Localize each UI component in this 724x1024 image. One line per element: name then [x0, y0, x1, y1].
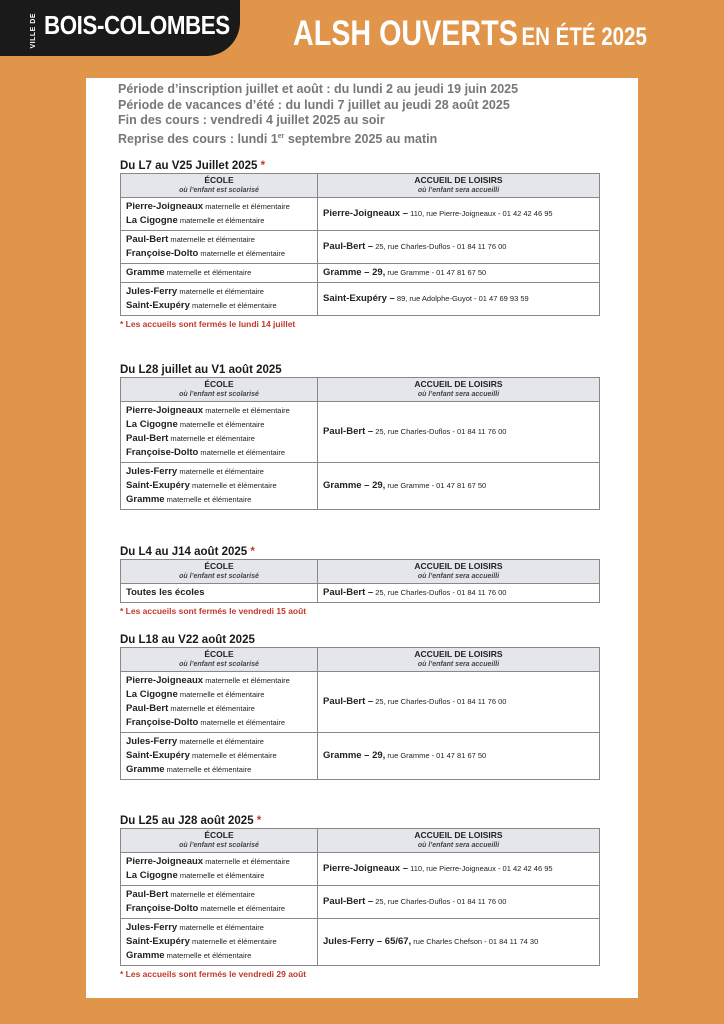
school-entry — [126, 902, 312, 916]
closure-note: * Les accueils sont fermés le vendredi 15 août — [120, 606, 307, 616]
center-cell — [318, 198, 600, 231]
school-level: maternelle et élémentaire — [179, 871, 265, 880]
center-entry — [323, 937, 538, 946]
title-rest: EN ÉTÉ 2025 — [521, 23, 647, 51]
school-name: Toutes les écoles — [126, 587, 205, 598]
school-entry — [126, 418, 312, 432]
table-header-row — [121, 829, 600, 853]
school-level: maternelle et élémentaire — [179, 467, 264, 476]
school-level: maternelle et élémentaire — [170, 890, 255, 899]
table-header-row — [121, 560, 600, 584]
school-entry — [126, 855, 312, 869]
center-name: Gramme – 29, — [323, 750, 386, 761]
header-center-sublabel: où l’enfant sera accueilli — [417, 391, 500, 398]
school-name: Gramme — [126, 494, 165, 505]
section-title-text: Du L4 au J14 août 2025 — [120, 546, 248, 558]
center-address: 25, rue Charles-Duflos - 01 84 11 76 00 — [375, 427, 507, 436]
school-level: maternelle et élémentaire — [191, 301, 277, 310]
section-title — [120, 159, 600, 173]
header-center — [318, 560, 600, 584]
center-name: Paul-Bert – — [323, 426, 374, 437]
school-cell — [121, 463, 318, 510]
intro-line — [118, 129, 518, 148]
school-cell — [121, 264, 318, 283]
school-entry — [126, 949, 312, 963]
center-name: Paul-Bert – — [323, 241, 374, 252]
table-row — [121, 853, 600, 886]
school-level: maternelle et élémentaire — [166, 765, 252, 774]
header-school-label: ÉCOLE — [204, 175, 234, 185]
school-entry — [126, 749, 312, 763]
school-name: Jules-Ferry — [126, 286, 178, 297]
school-entry — [126, 702, 312, 716]
school-level: maternelle et élémentaire — [166, 495, 252, 504]
school-entry — [126, 888, 312, 902]
header-school-label: ÉCOLE — [204, 379, 234, 389]
table-row — [121, 463, 600, 510]
school-entry — [126, 200, 312, 214]
header-center — [318, 378, 600, 402]
center-name: Jules-Ferry – 65/67, — [323, 936, 412, 947]
center-entry — [323, 209, 553, 218]
closure-note: * Les accueils sont fermés le lundi 14 juillet — [120, 319, 296, 329]
section-title-text: Du L28 juillet au V1 août 2025 — [120, 364, 282, 376]
center-address: 89, rue Adolphe-Guyot - 01 47 69 93 59 — [396, 294, 529, 303]
intro-text: septembre 2025 au matin — [284, 131, 438, 146]
school-entry — [126, 674, 312, 688]
school-cell — [121, 672, 318, 733]
center-cell — [318, 402, 600, 463]
center-address: rue Charles Chefson - 01 84 11 74 30 — [413, 937, 539, 946]
school-level: maternelle et élémentaire — [191, 481, 277, 490]
header-school-label: ÉCOLE — [204, 649, 234, 659]
school-name: Gramme — [126, 950, 165, 961]
school-level: maternelle et élémentaire — [200, 904, 286, 913]
school-level: maternelle et élémentaire — [191, 937, 277, 946]
school-name: Gramme — [126, 267, 165, 278]
intro-superscript: er — [277, 132, 285, 140]
asterisk-mark: * — [260, 160, 266, 172]
section-title-text: Du L25 au J28 août 2025 — [120, 815, 254, 827]
header-school-sublabel: où l’enfant est scolarisé — [179, 391, 259, 398]
page-header — [0, 0, 724, 75]
school-cell — [121, 198, 318, 231]
school-name: La Cigogne — [126, 870, 178, 881]
school-cell — [121, 733, 318, 780]
center-name: Pierre-Joigneaux – — [323, 208, 409, 219]
table-row — [121, 584, 600, 603]
header-center-sublabel: où l’enfant sera accueilli — [417, 573, 500, 580]
school-level: maternelle et élémentaire — [179, 923, 264, 932]
schedule-table — [120, 173, 600, 316]
center-address: 110, rue Pierre-Joigneaux - 01 42 42 46 95 — [410, 864, 553, 873]
school-entry — [126, 465, 312, 479]
school-cell — [121, 853, 318, 886]
school-name: Saint-Exupéry — [126, 480, 190, 491]
table-row — [121, 283, 600, 316]
school-entry — [126, 935, 312, 949]
center-cell — [318, 919, 600, 966]
school-cell — [121, 919, 318, 966]
school-name: Pierre-Joigneaux — [126, 201, 204, 212]
center-entry — [323, 697, 506, 706]
table-row — [121, 886, 600, 919]
center-name: Paul-Bert – — [323, 696, 374, 707]
school-level: maternelle et élémentaire — [205, 857, 290, 866]
school-name: Gramme — [126, 764, 165, 775]
center-cell — [318, 733, 600, 780]
header-center-sublabel: où l’enfant sera accueilli — [417, 842, 500, 849]
school-level: maternelle et élémentaire — [170, 704, 255, 713]
school-name: Paul-Bert — [126, 703, 169, 714]
section-period — [120, 633, 600, 780]
school-name: Pierre-Joigneaux — [126, 405, 204, 416]
school-name: Saint-Exupéry — [126, 300, 190, 311]
section-title-text: Du L7 au V25 Juillet 2025 — [120, 160, 258, 172]
center-address: 25, rue Charles-Duflos - 01 84 11 76 00 — [375, 242, 507, 251]
table-header-row — [121, 378, 600, 402]
school-name: Françoise-Dolto — [126, 447, 199, 458]
school-name: La Cigogne — [126, 689, 178, 700]
center-cell — [318, 672, 600, 733]
school-level: maternelle et élémentaire — [179, 737, 264, 746]
center-address: 25, rue Charles-Duflos - 01 84 11 76 00 — [375, 897, 507, 906]
center-entry — [323, 864, 553, 873]
school-entry — [126, 446, 312, 460]
school-entry — [126, 493, 312, 507]
school-level: maternelle et élémentaire — [179, 420, 265, 429]
intro-block — [118, 82, 518, 148]
header-center — [318, 648, 600, 672]
school-entry — [126, 247, 312, 261]
center-address: 25, rue Charles-Duflos - 01 84 11 76 00 — [375, 588, 507, 597]
header-center-sublabel: où l’enfant sera accueilli — [417, 187, 500, 194]
center-name: Paul-Bert – — [323, 896, 374, 907]
school-name: Françoise-Dolto — [126, 903, 199, 914]
school-entry — [126, 285, 312, 299]
header-center — [318, 174, 600, 198]
school-entry — [126, 763, 312, 777]
center-cell — [318, 463, 600, 510]
school-level: maternelle et élémentaire — [179, 690, 265, 699]
school-level: maternelle et élémentaire — [179, 287, 264, 296]
table-row — [121, 231, 600, 264]
school-name: Saint-Exupéry — [126, 750, 190, 761]
center-entry — [323, 481, 486, 490]
school-entry — [126, 266, 312, 280]
table-header-row — [121, 648, 600, 672]
school-entry — [126, 688, 312, 702]
school-level: maternelle et élémentaire — [205, 202, 290, 211]
center-entry — [323, 427, 506, 436]
header-school-sublabel: où l’enfant est scolarisé — [179, 187, 259, 194]
intro-line: Fin des cours : vendredi 4 juillet 2025 au soir — [118, 113, 385, 128]
logo-city-name: BOIS-COLOMBES — [44, 10, 230, 40]
school-level: maternelle et élémentaire — [179, 216, 265, 225]
school-name: Françoise-Dolto — [126, 717, 199, 728]
school-entry — [126, 735, 312, 749]
school-entry — [126, 716, 312, 730]
school-level: maternelle et élémentaire — [170, 434, 255, 443]
section-title-text: Du L18 au V22 août 2025 — [120, 634, 255, 646]
school-entry — [126, 586, 312, 600]
section-title — [120, 545, 600, 559]
center-name: Saint-Exupéry – — [323, 293, 395, 304]
school-level: maternelle et élémentaire — [205, 676, 290, 685]
center-name: Paul-Bert – — [323, 587, 374, 598]
school-level: maternelle et élémentaire — [166, 951, 252, 960]
center-entry — [323, 294, 529, 303]
school-name: Pierre-Joigneaux — [126, 675, 204, 686]
header-school — [121, 829, 318, 853]
section-title — [120, 633, 600, 647]
header-center-label: ACCUEIL DE LOISIRS — [414, 175, 503, 185]
school-name: Pierre-Joigneaux — [126, 856, 204, 867]
center-name: Pierre-Joigneaux – — [323, 863, 409, 874]
table-header-row — [121, 174, 600, 198]
center-entry — [323, 751, 486, 760]
center-cell — [318, 283, 600, 316]
school-cell — [121, 886, 318, 919]
center-address: rue Gramme - 01 47 81 67 50 — [387, 751, 487, 760]
school-entry — [126, 921, 312, 935]
school-cell — [121, 584, 318, 603]
school-cell — [121, 231, 318, 264]
header-school-label: ÉCOLE — [204, 561, 234, 571]
header-school — [121, 378, 318, 402]
asterisk-mark: * — [250, 546, 255, 558]
logo-prefix: VILLE DE — [30, 13, 37, 49]
school-name: Jules-Ferry — [126, 736, 178, 747]
schedule-table — [120, 828, 600, 966]
table-row — [121, 733, 600, 780]
school-level: maternelle et élémentaire — [200, 718, 286, 727]
center-cell — [318, 584, 600, 603]
header-center-label: ACCUEIL DE LOISIRS — [414, 379, 503, 389]
center-cell — [318, 264, 600, 283]
center-entry — [323, 588, 506, 597]
school-name: Paul-Bert — [126, 889, 169, 900]
intro-text: Reprise des cours : lundi 1 — [118, 131, 278, 146]
school-level: maternelle et élémentaire — [200, 249, 286, 258]
school-entry — [126, 869, 312, 883]
page-title — [293, 14, 647, 54]
section-period — [120, 545, 600, 617]
school-entry — [126, 432, 312, 446]
school-name: Saint-Exupéry — [126, 936, 190, 947]
school-entry — [126, 233, 312, 247]
school-name: Françoise-Dolto — [126, 248, 199, 259]
center-entry — [323, 242, 506, 251]
header-school-label: ÉCOLE — [204, 830, 234, 840]
center-entry — [323, 268, 486, 277]
school-level: maternelle et élémentaire — [200, 448, 286, 457]
table-row — [121, 264, 600, 283]
header-school — [121, 648, 318, 672]
header-center-label: ACCUEIL DE LOISIRS — [414, 561, 503, 571]
center-address: 25, rue Charles-Duflos - 01 84 11 76 00 — [375, 697, 507, 706]
closure-note: * Les accueils sont fermés le vendredi 29 août — [120, 969, 307, 979]
section-period — [120, 363, 600, 510]
school-name: Paul-Bert — [126, 433, 169, 444]
title-main: ALSH OUVERTS — [293, 14, 518, 53]
school-name: La Cigogne — [126, 215, 178, 226]
section-period — [120, 814, 600, 980]
school-level: maternelle et élémentaire — [170, 235, 255, 244]
header-center-label: ACCUEIL DE LOISIRS — [414, 649, 503, 659]
section-title — [120, 363, 600, 377]
school-entry — [126, 299, 312, 313]
header-center-label: ACCUEIL DE LOISIRS — [414, 830, 503, 840]
school-level: maternelle et élémentaire — [191, 751, 277, 760]
school-level: maternelle et élémentaire — [205, 406, 290, 415]
asterisk-mark: * — [256, 815, 262, 827]
center-address: 110, rue Pierre-Joigneaux - 01 42 42 46 95 — [410, 209, 553, 218]
city-logo — [0, 0, 240, 56]
center-name: Gramme – 29, — [323, 267, 386, 278]
school-entry — [126, 479, 312, 493]
center-entry — [323, 897, 506, 906]
schedule-table — [120, 559, 600, 603]
intro-line: Période de vacances d’été : du lundi 7 juillet au jeudi 28 août 2025 — [118, 97, 510, 112]
table-row — [121, 198, 600, 231]
school-name: Jules-Ferry — [126, 466, 178, 477]
intro-line: Période d’inscription juillet et août : du lundi 2 au jeudi 19 juin 2025 — [118, 82, 519, 96]
header-school-sublabel: où l’enfant est scolarisé — [179, 842, 259, 849]
center-cell — [318, 231, 600, 264]
school-name: Jules-Ferry — [126, 922, 178, 933]
table-row — [121, 919, 600, 966]
school-level: maternelle et élémentaire — [166, 268, 252, 277]
school-name: Paul-Bert — [126, 234, 169, 245]
section-period — [120, 159, 600, 330]
school-cell — [121, 283, 318, 316]
header-center — [318, 829, 600, 853]
school-entry — [126, 214, 312, 228]
schedule-table — [120, 647, 600, 780]
table-row — [121, 672, 600, 733]
center-cell — [318, 853, 600, 886]
header-school — [121, 174, 318, 198]
table-row — [121, 402, 600, 463]
section-title — [120, 814, 600, 828]
center-address: rue Gramme - 01 47 81 67 50 — [387, 268, 487, 277]
header-school-sublabel: où l’enfant est scolarisé — [179, 661, 259, 668]
center-address: rue Gramme - 01 47 81 67 50 — [387, 481, 487, 490]
school-entry — [126, 404, 312, 418]
center-name: Gramme – 29, — [323, 480, 386, 491]
header-center-sublabel: où l’enfant sera accueilli — [417, 661, 500, 668]
schedule-table — [120, 377, 600, 510]
school-name: La Cigogne — [126, 419, 178, 430]
school-cell — [121, 402, 318, 463]
header-school — [121, 560, 318, 584]
center-cell — [318, 886, 600, 919]
header-school-sublabel: où l’enfant est scolarisé — [179, 573, 259, 580]
